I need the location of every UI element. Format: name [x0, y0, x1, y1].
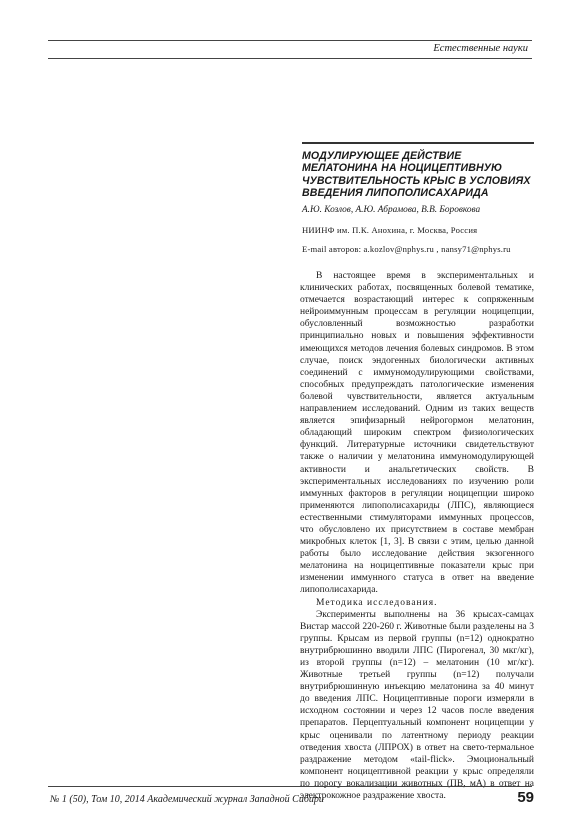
page-number: 59	[517, 789, 534, 806]
article-authors: А.Ю. Козлов, А.Ю. Абрамова, В.В. Боровкова	[302, 205, 481, 215]
footer-rule	[48, 786, 532, 787]
article-title: МОДУЛИРУЮЩЕЕ ДЕЙСТВИЕ МЕЛАТОНИНА НА НОЦИЦЕПТИВНУЮ ЧУВСТВИТЕЛЬНОСТЬ КРЫС В УСЛОВИЯХ ВВЕДЕНИЯ ЛИПОПОЛИСАХАРИДА	[302, 150, 531, 200]
article-affiliation: НИИНФ им. П.К. Анохина, г. Москва, Россия	[302, 225, 478, 235]
header-bottom-rule	[48, 58, 532, 59]
title-block	[302, 142, 534, 200]
methods-heading: Методика исследования.	[316, 597, 438, 608]
article-body	[300, 270, 534, 802]
section-label: Естественные науки	[433, 43, 528, 54]
author-emails: E-mail авторов: a.kozlov@nphys.ru , nansy71@nphys.ru	[302, 244, 511, 254]
methods-paragraph: Эксперименты выполнены на 36 крысах-самцах Вистар массой 220-260 г. Животные были разделены на 3 группы. Крысам из первой группы (n=12) однократно внутрибрюшинно вводили ЛПС (Пирогенал, 30 мкг/кг), из второй группы (n=12) – мелатонин (10 мг/кг). Животные третьей группы (n=12) получали внутрибрюшинную инъекцию мелатонина за 40 минут до введения ЛПС. Ноцицептивные пороги измеряли в исходном состоянии и через 12 часов после введения препаратов. Перцептуальный компонент ноцицепции у крыс оценивали по латентному периоду реакции отведения хвоста (ЛПРОХ) в ответ на свето-термальное раздражение методом «tail-flick». Эмоциональный компонент ноцицептивной реакции у крыс определяли по порогу вокализации животных (ПВ, мА) в ответ на электрокожное раздражение хвоста.	[300, 609, 534, 802]
header-top-rule	[48, 40, 532, 41]
journal-citation: № 1 (50), Том 10, 2014 Академический журнал Западной Сибири	[50, 794, 324, 805]
title-rule	[302, 142, 534, 144]
intro-paragraph: В настоящее время в экспериментальных и клинических работах, посвященных болевой тематике, отмечается возрастающий интерес к сопряженным нейроиммунным процессам в регуляции ноцицепции, обусловленный возможностью разработки принципиально новых и повышения эффективности имеющихся методов лечения болевых синдромов. В этом случае, поиск эндогенных биологически активных соединений с иммуномодулирующими свойствами, способных предупреждать патологические изменения болевой чувствительности, является актуальным направлением исследований. Одним из таких веществ является эпифизарный нейрогормон мелатонин, обладающий широким спектром физиологических функций. Литературные источники свидетельствуют также о наличии у мелатонина иммуномодулирующей активности и анальгетических свойств. В экспериментальных исследованиях по изучению роли иммунных факторов в регуляции ноцицепции широко применяются липополисахариды (ЛПС), являющиеся естественными стимуляторами иммунных процессов, что обусловлено их присутствием в составе мембран микробных клеток [1, 3]. В связи с этим, целью данной работы было исследование действия экзогенного мелатонина на ноцицептивные показатели крыс при изменении иммунного статуса в ответ на введение липополисахарида.	[300, 271, 534, 596]
